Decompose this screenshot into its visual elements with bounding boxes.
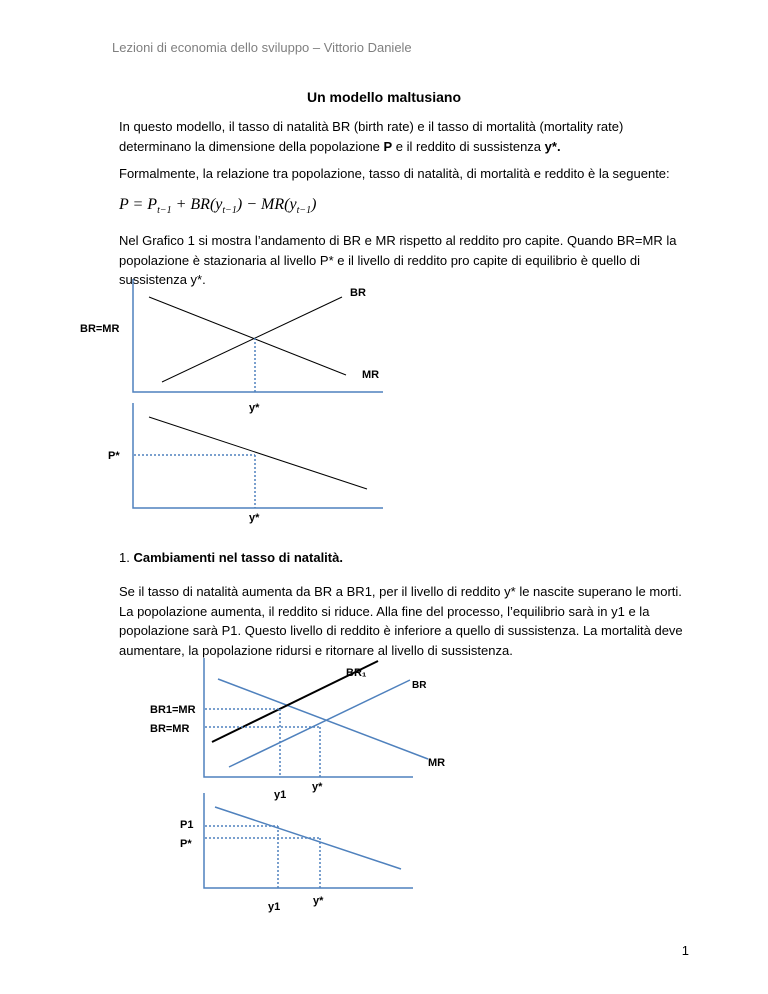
formula-sub-1: t−1	[157, 205, 172, 217]
fig2-label-y1-top: y1	[274, 789, 287, 801]
section-number: 1.	[119, 550, 134, 565]
formula-close: )	[311, 196, 317, 213]
formula-sub-2: t−1	[222, 205, 237, 217]
natality-paragraph: Se il tasso di natalità aumenta da BR a BR1, per il livello di reddito y* le nascite superano le morti. La popolazione aumenta, il reddito si riduce. Alla fine del processo, l’equilibrio sarà in y1 e la popolazione sarà P1. Questo livello di reddito è inferiore a quello di sussistenza. La mortalità deve aumentare, la popolazione ridursi e ritornare al livello di sussistenza.	[119, 584, 683, 658]
intro-text-1: In questo modello, il tasso di natalità BR (birth rate) e il tasso di mortalità (mortality rate) determinano la dimensione della popolazione	[119, 119, 624, 154]
fig2-label-y1-bottom: y1	[268, 901, 281, 913]
formula-mr: ) − MR(y	[236, 196, 297, 213]
page-header: Lezioni di economia dello sviluppo – Vittorio Daniele	[112, 40, 412, 55]
fig1-label-br: BR	[350, 287, 366, 299]
fig2-top-axes	[204, 658, 413, 777]
fig2-label-ystar-top: y*	[312, 781, 323, 793]
fig2-label-p1: P1	[180, 819, 194, 831]
intro-bold-p: P	[383, 138, 393, 154]
formal-paragraph: Formalmente, la relazione tra popolazione, tasso di natalità, di mortalità e reddito è la seguente:	[119, 166, 670, 181]
formula-br: + BR(y	[171, 196, 223, 213]
section-title: Cambiamenti nel tasso di natalità.	[133, 550, 343, 565]
fig1-label-ystar-bottom: y*	[249, 512, 260, 524]
fig1-label-brmr: BR=MR	[80, 323, 120, 335]
fig2-bottom-axes	[204, 793, 413, 888]
fig2-label-br1: BR₁	[346, 667, 367, 679]
intro-bold-y: y*.	[544, 138, 561, 154]
fig2-label-mr: MR	[428, 757, 446, 769]
fig2-label-br1mr: BR1=MR	[150, 704, 196, 716]
fig2-label-ystar-bottom: y*	[313, 895, 324, 907]
page-number: 1	[681, 943, 689, 958]
fig2-mr-line	[218, 679, 428, 759]
fig1-label-ystar-top: y*	[249, 402, 260, 414]
grafico-paragraph: Nel Grafico 1 si mostra l’andamento di BR e MR rispetto al reddito pro capite. Quando BR=MR la popolazione è stazionaria al livello P* e il livello di reddito pro capite di equilibrio è quello di sussistenza y*.	[119, 233, 677, 287]
formula-lhs: P = P	[119, 196, 158, 213]
fig1-label-pstar: P*	[108, 450, 120, 462]
fig2-label-br: BR	[412, 680, 427, 691]
page-title: Un modello maltusiano	[306, 89, 461, 105]
fig2-label-pstar: P*	[180, 838, 192, 850]
fig2-label-brmr: BR=MR	[150, 723, 190, 735]
fig1-label-mr: MR	[362, 369, 380, 381]
formula-sub-3: t−1	[296, 205, 312, 217]
intro-text-2: e il reddito di sussistenza	[392, 138, 545, 154]
